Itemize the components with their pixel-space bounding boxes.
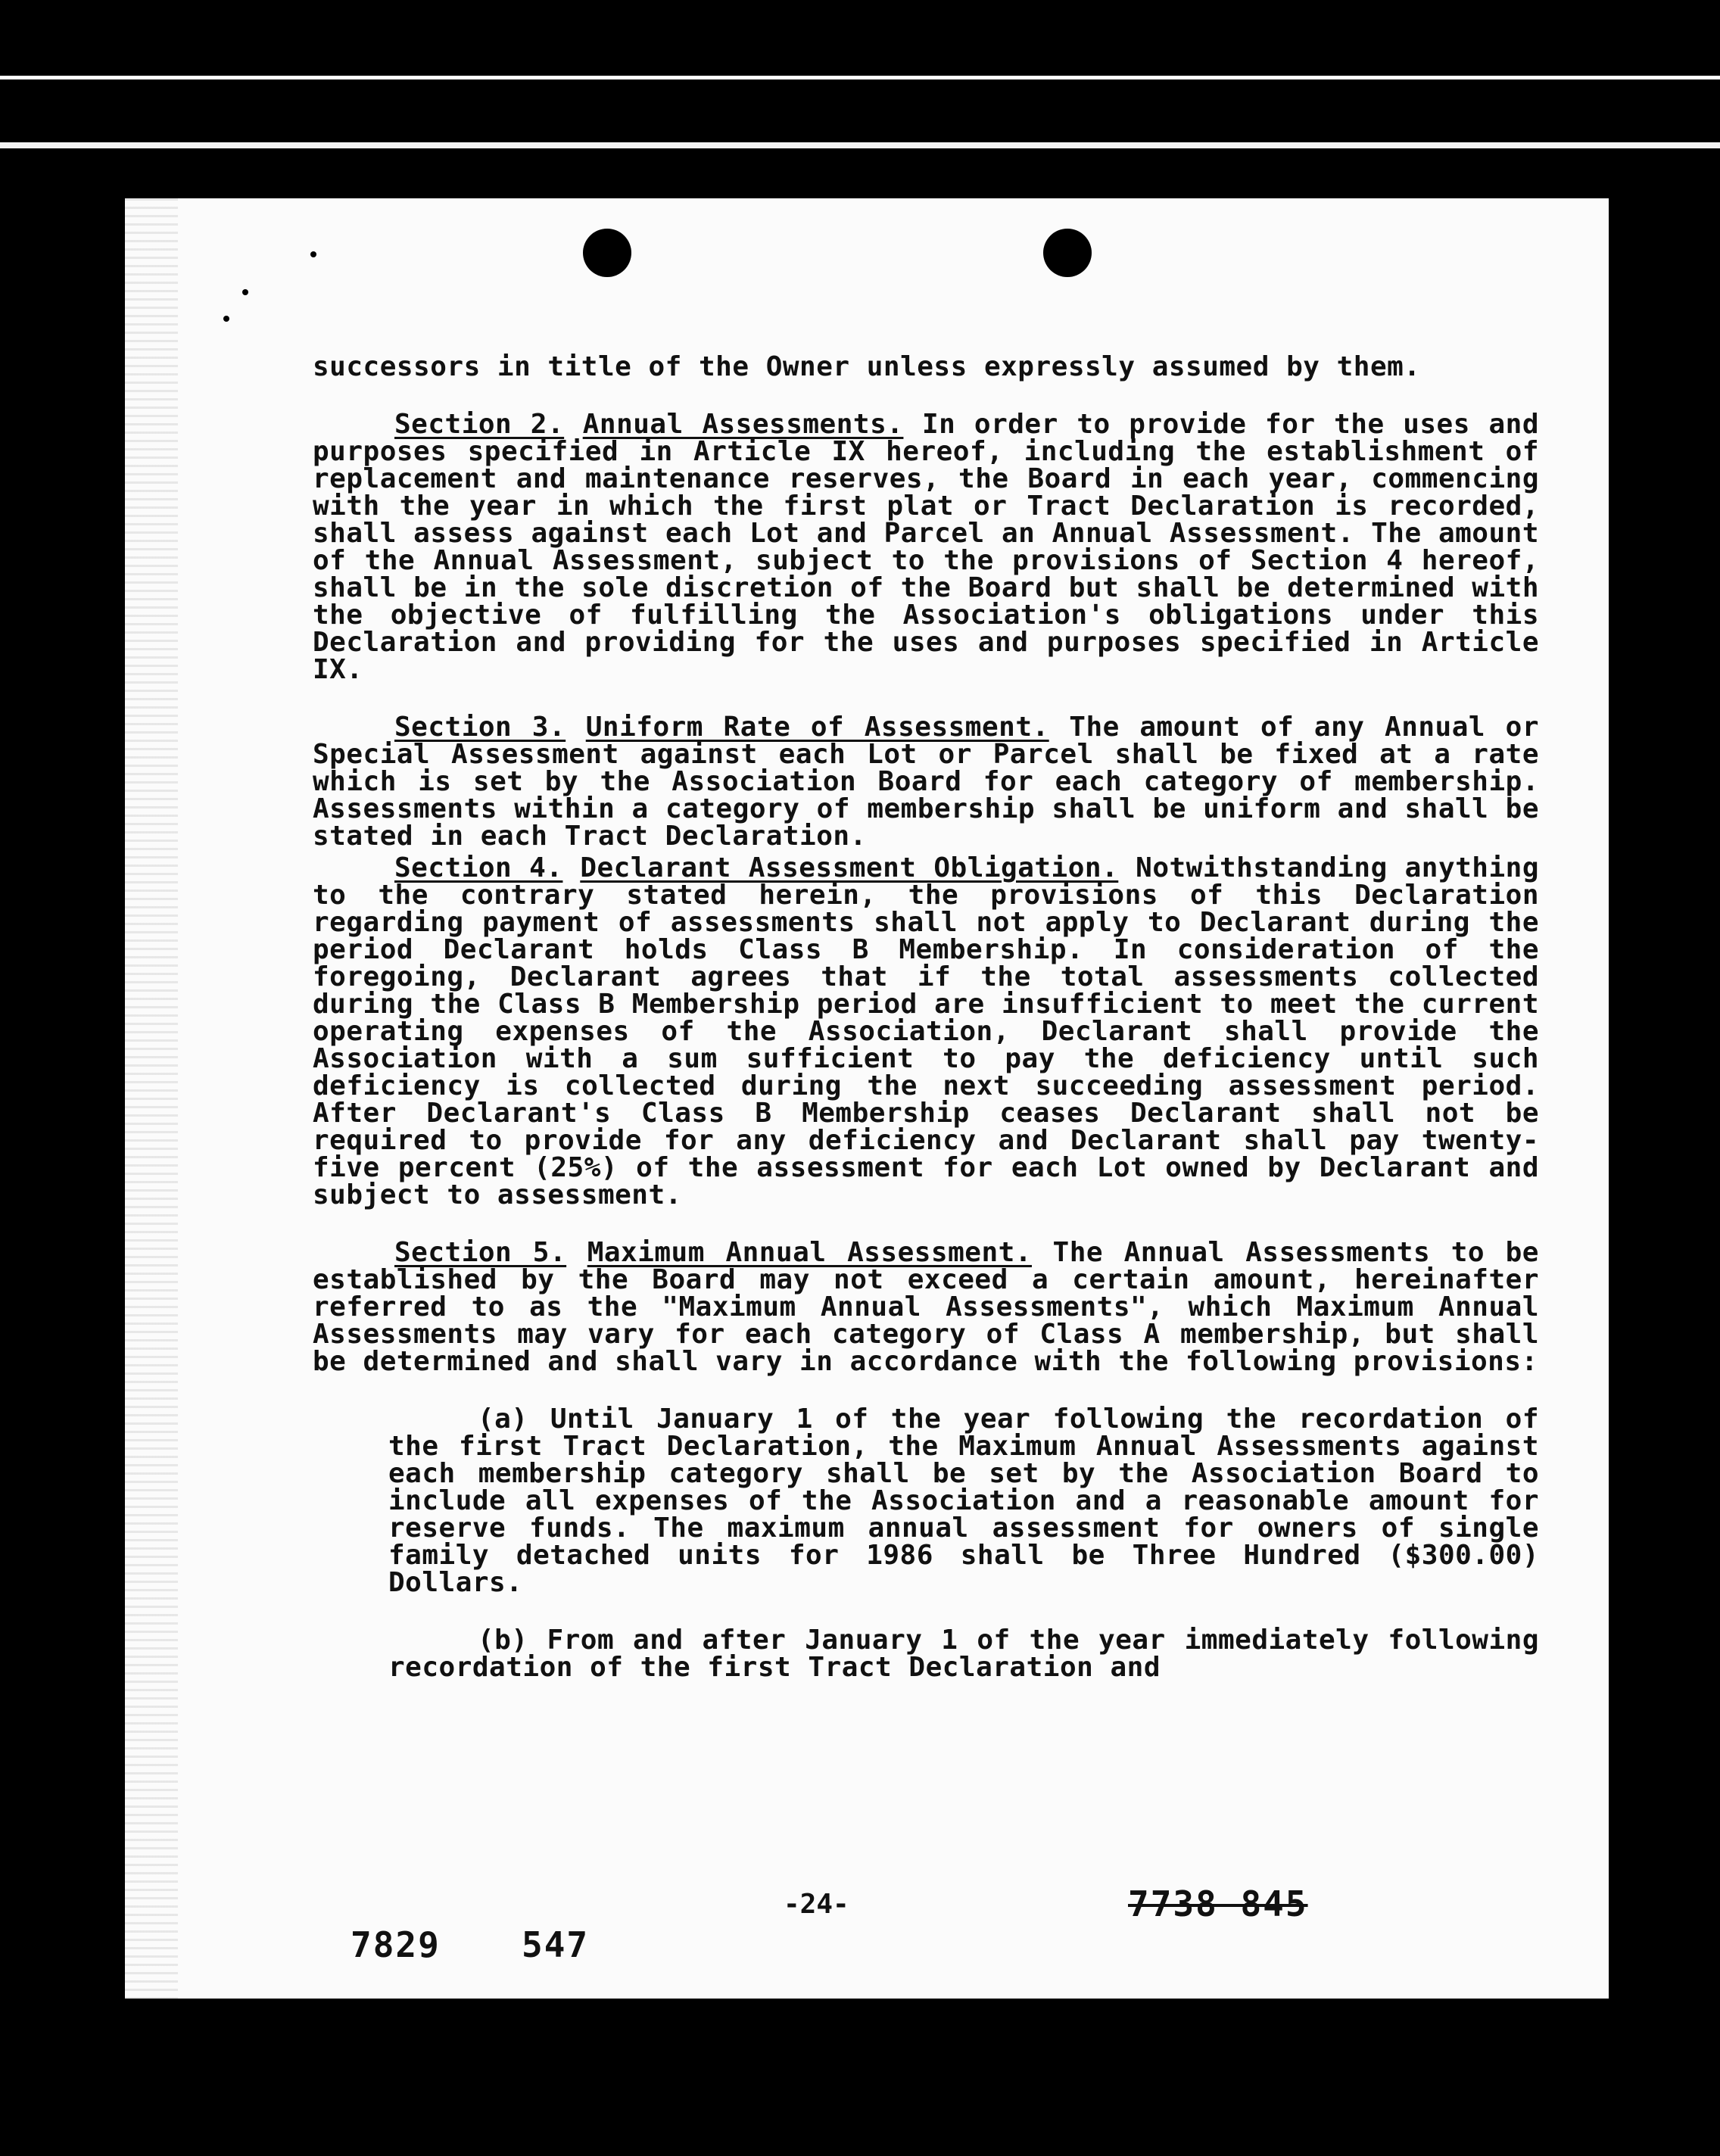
- subsection-b-body: From and after January 1 of the year immediately following recordation of the first Tract Declaration and: [388, 1625, 1539, 1683]
- section-2-number: Section 2.: [394, 409, 565, 440]
- section-5-body: The Annual Assessments to be established by the Board may not exceed a certain amount, hereinafter referred to as the "Maximum Annual Assessments", which Maximum Annual Assessments may vary for each category of Class A membership, but shall be determined and shall vary in accordance with the following provisions:: [313, 1237, 1539, 1377]
- scan-fleck: [223, 316, 229, 322]
- section-5-paragraph: [313, 1239, 1539, 1376]
- section-3-paragraph: [313, 714, 1539, 850]
- page-number: -24-: [784, 1889, 849, 1920]
- section-2-paragraph: [313, 411, 1539, 684]
- section-5-heading: Maximum Annual Assessment.: [587, 1237, 1032, 1268]
- subsection-a-label: (a): [478, 1404, 528, 1435]
- film-edge-line: [0, 76, 1720, 79]
- subsection-b: [388, 1627, 1539, 1681]
- film-edge-band: [0, 142, 1720, 148]
- punch-hole-right: [1043, 229, 1092, 277]
- section-4-paragraph: [313, 852, 1540, 1210]
- section-5-number: Section 5.: [394, 1237, 567, 1268]
- scan-noise-edge: [125, 198, 178, 1999]
- section-4-heading: Declarant Assessment Obligation.: [580, 852, 1119, 883]
- subsection-a-body: Until January 1 of the year following the recordation of the first Tract Declaration, the Maximum Annual Assessments against each membership category shall be set by the Association Board to include all expenses of the Association and a reasonable amount for reserve funds. The maximum annual assessment for owners of single family detached units for 1986 shall be Three Hundred ($300.00) Dollars.: [388, 1404, 1540, 1598]
- section-2-body: In order to provide for the uses and purposes specified in Article IX hereof, including the establishment of replacement and maintenance reserves, the Board in each year, commencing with the year in which the first plat or Tract Declaration is recorded, shall assess against each Lot and Parcel an Annual Assessment. The amount of the Annual Assessment, subject to the provisions of Section 4 hereof, shall be in the sole discretion of the Board but shall be determined with the objective of fulfilling the Association's obligations under this Declaration and providing for the uses and purposes specified in Article IX.: [313, 409, 1539, 685]
- recording-stamp-page: 547: [522, 1924, 590, 1965]
- document-page: [125, 198, 1609, 1999]
- scan-fleck: [310, 251, 316, 257]
- struck-recording-number: 7738 845: [1128, 1883, 1308, 1924]
- recording-stamp-book: 7829: [351, 1924, 441, 1965]
- scan-fleck: [242, 289, 248, 295]
- section-4-number: Section 4.: [394, 852, 563, 883]
- section-3-heading: Uniform Rate of Assessment.: [585, 712, 1049, 743]
- section-3-number: Section 3.: [394, 712, 566, 743]
- section-3-body: The amount of any Annual or Special Assessment against each Lot or Parcel shall be fixed at a rate which is set by the Association Board for each category of membership. Assessments within a category of membership shall be uniform and shall be stated in each Tract Declaration.: [313, 712, 1539, 852]
- subsection-a: [388, 1406, 1539, 1597]
- document-body: [313, 351, 1540, 1683]
- section-4-body: Notwithstanding anything to the contrary stated herein, the provisions of this Declaration regarding payment of assessments shall not apply to Declarant during the period Declarant holds Class B Membership. In consideration of the foregoing, Declarant agrees that if the total assessments collected during the Class B Membership period are insufficient to meet the current operating expenses of the Association, Declarant shall provide the Association with a sum sufficient to pay the deficiency until such deficiency is collected during the next succeeding assessment period. After Declarant's Class B Membership ceases Declarant shall not be required to provide for any deficiency and Declarant shall pay twenty-five percent (25%) of the assessment for each Lot owned by Declarant and subject to assessment.: [313, 852, 1540, 1210]
- punch-hole-left: [583, 229, 631, 277]
- section-2-heading: Annual Assessments.: [582, 409, 904, 440]
- subsection-b-label: (b): [478, 1625, 528, 1656]
- opening-paragraph: successors in title of the Owner unless expressly assumed by them.: [313, 351, 1421, 382]
